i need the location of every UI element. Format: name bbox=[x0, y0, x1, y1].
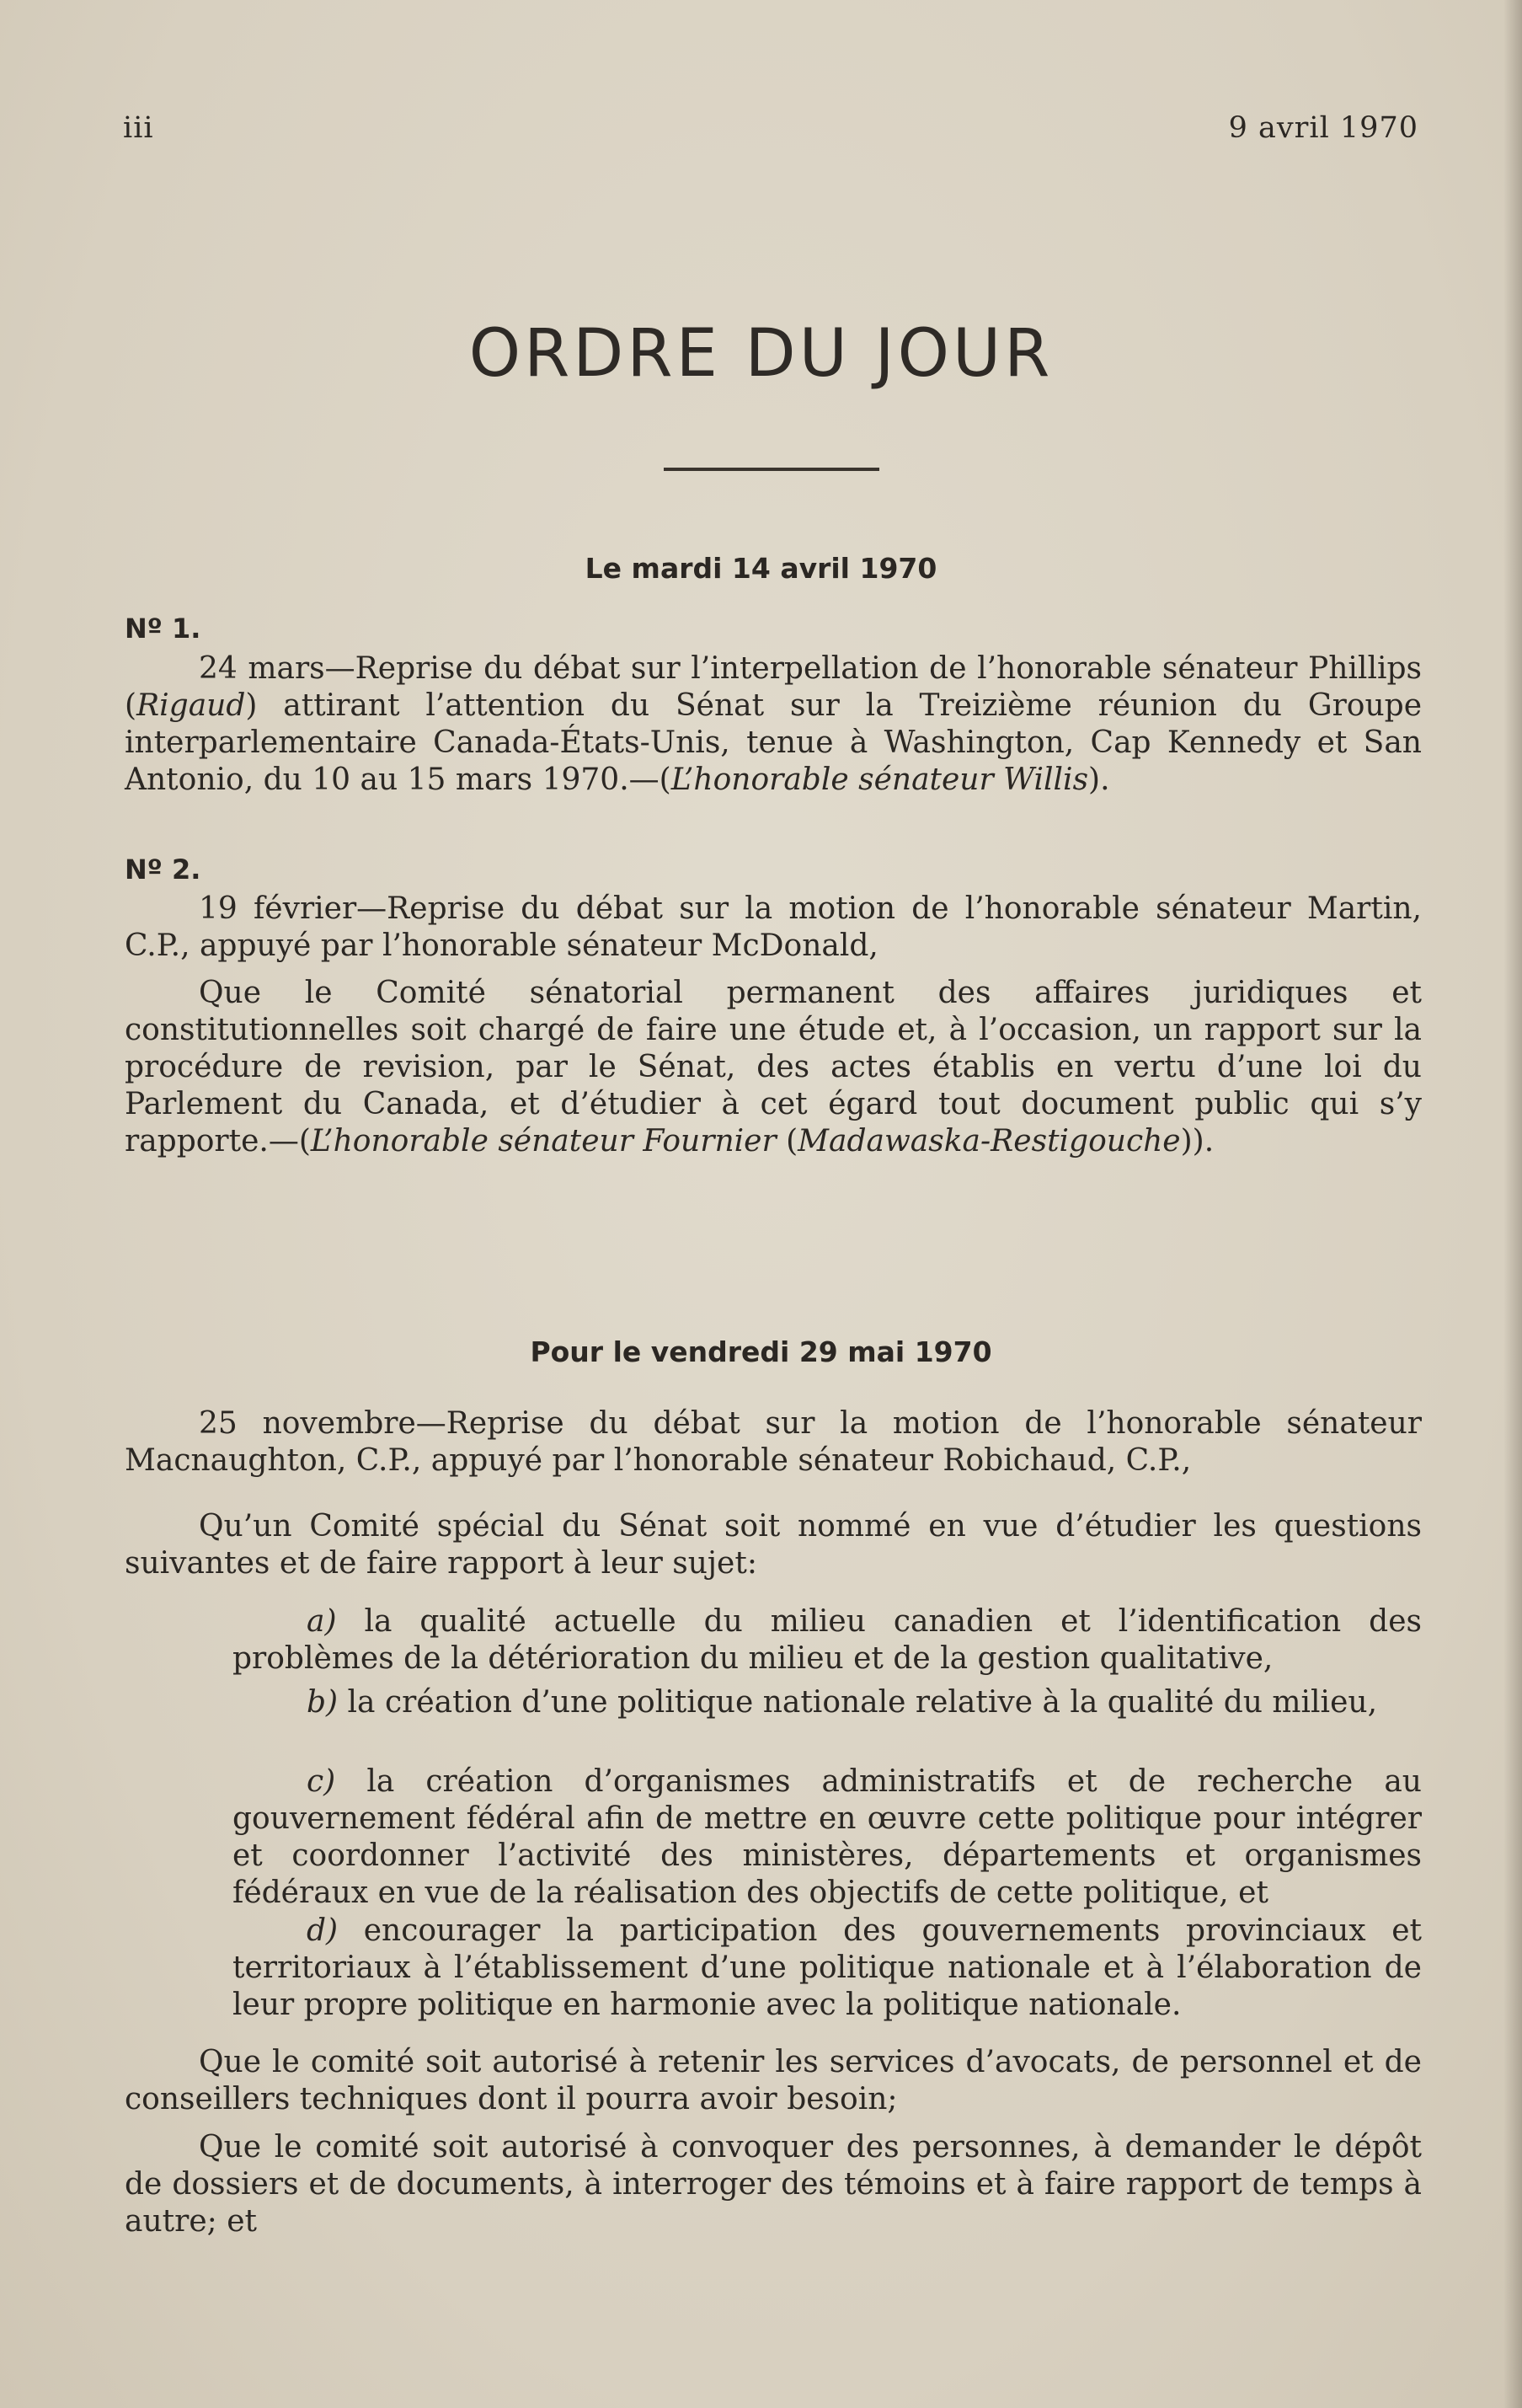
subitem-d bbox=[232, 1913, 1422, 2024]
subitem-a-letter: a) bbox=[307, 1604, 337, 1639]
section-2-motion-text: Qu’un Comité spécial du Sénat soit nommé en vue d’étudier les questions suivantes et de faire rapport à leur sujet: bbox=[125, 1509, 1422, 1581]
item-2-motion-text: Que le Comité sénatorial permanent des affaires juridiques et constitutionnelles soit chargé de faire une étude et, à l’occasion, un rapport sur la procédure de revision, par le Sénat, des actes établis en vertu d’une loi du Parlement du Canada, et d’étudier à cet égard tout document public qui s’y rapporte.—( bbox=[125, 976, 1422, 1159]
title-rule bbox=[664, 468, 879, 471]
subitem-d-text: encourager la participation des gouvernements provinciaux et territoriaux à l’établissement d’une politique nationale et à l’élaboration de leur propre politique en harmonie avec la politique nationale. bbox=[232, 1913, 1422, 2022]
item-2-text-c: )). bbox=[1180, 1124, 1215, 1159]
item-1-em-rigaud: Rigaud bbox=[136, 688, 246, 723]
item-1-text-c: ). bbox=[1088, 763, 1110, 797]
section-2-motion bbox=[125, 1508, 1422, 1582]
section-2-witnesses-text: Que le comité soit autorisé à convoquer des personnes, à demander le dépôt de dossiers et de documents, à interroger des témoins et à faire rapport de temps à autre; et bbox=[125, 2130, 1422, 2239]
subitem-a-text: la qualité actuelle du milieu canadien et l’identification des problèmes de la détérioration du milieu et de la gestion qualitative, bbox=[232, 1604, 1422, 1676]
subitem-d-letter: d) bbox=[307, 1913, 339, 1948]
item-2-intro-text: 19 février—Reprise du débat sur la motion de l’honorable sénateur Martin, C.P., appuyé par l’honorable sénateur McDonald, bbox=[125, 891, 1422, 963]
subitem-b-letter: b) bbox=[307, 1685, 339, 1720]
item-2-em-madawaska: Madawaska-Restigouche bbox=[798, 1124, 1181, 1159]
section-2-intro-text: 25 novembre—Reprise du débat sur la motion de l’honorable sénateur Macnaughton, C.P., appuyé par l’honorable sénateur Robichaud, C.P., bbox=[125, 1406, 1422, 1478]
item-number-2: Nº 2. bbox=[125, 854, 201, 886]
subitem-b-text: la création d’une politique nationale relative à la qualité du milieu, bbox=[338, 1685, 1378, 1720]
section-2-witnesses bbox=[125, 2129, 1422, 2240]
section-2-services-text: Que le comité soit autorisé à retenir les services d’avocats, de personnel et de conseillers techniques dont il pourra avoir besoin; bbox=[125, 2045, 1422, 2116]
item-1-text-b: ) attirant l’attention du Sénat sur la Treizième réunion du Groupe interparlementaire Canada-États-Unis, tenue à Washington, Cap Kennedy et San Antonio, du 10 au 15 mars 1970.—( bbox=[125, 688, 1422, 797]
item-2-em-fournier: L’honorable sénateur Fournier bbox=[310, 1124, 777, 1159]
subitem-c-letter: c) bbox=[307, 1764, 336, 1799]
section-heading-friday: Pour le vendredi 29 mai 1970 bbox=[530, 1335, 992, 1368]
section-2-services bbox=[125, 2044, 1422, 2118]
subitem-b bbox=[232, 1684, 1422, 1721]
item-1-text-a: 24 mars—Reprise du débat sur l’interpellation de l’honorable sénateur Phillips ( bbox=[125, 651, 1422, 723]
page-number: iii bbox=[123, 111, 154, 145]
item-2-intro bbox=[125, 891, 1422, 965]
section-heading-tuesday: Le mardi 14 avril 1970 bbox=[585, 552, 937, 585]
page-title: ORDRE DU JOUR bbox=[468, 316, 1054, 392]
subitem-a bbox=[232, 1603, 1422, 1678]
item-1-text bbox=[125, 650, 1422, 799]
item-number-1: Nº 1. bbox=[125, 613, 201, 645]
section-2-intro bbox=[125, 1405, 1422, 1480]
subitem-c bbox=[232, 1763, 1422, 1912]
item-2-text-b: ( bbox=[776, 1124, 798, 1159]
subitem-c-text: la création d’organismes administratifs et de recherche au gouvernement fédéral afin de mettre en œuvre cette politique pour intégrer et coordonner l’activité des ministères, départements et organismes fédéraux en vue de la réalisation des objectifs de cette politique, et bbox=[232, 1764, 1422, 1910]
header-date: 9 avril 1970 bbox=[1228, 111, 1418, 145]
item-1-em-willis: L’honorable sénateur Willis bbox=[670, 763, 1089, 797]
item-2-motion bbox=[125, 975, 1422, 1160]
